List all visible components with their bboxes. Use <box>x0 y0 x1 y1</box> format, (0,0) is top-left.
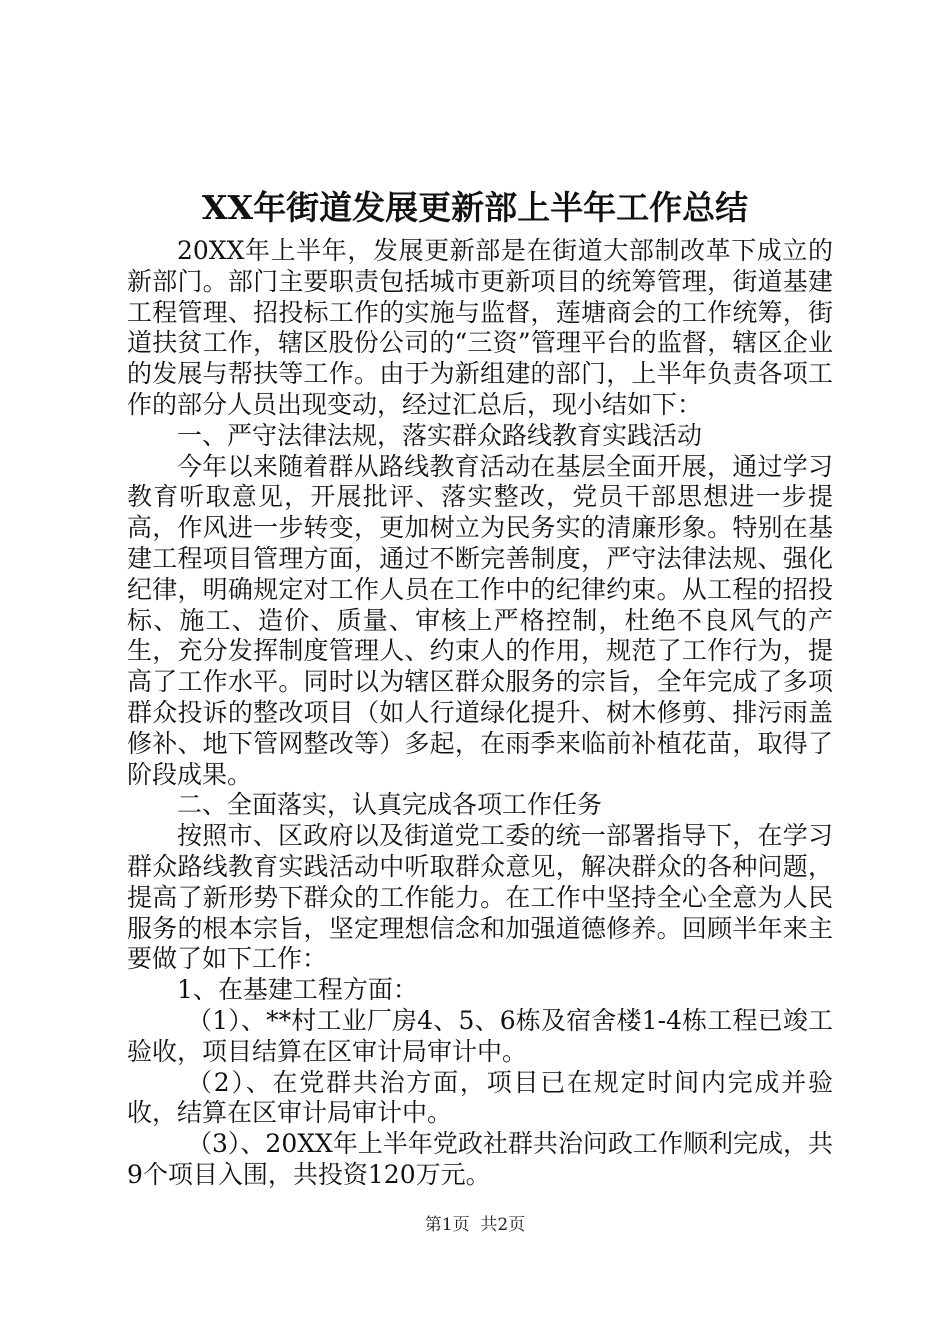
intro-paragraph: 20XX年上半年，发展更新部是在街道大部制改革下成立的新部门。部门主要职责包括城市更新项目的统筹管理，街道基建工程管理、招投标工作的实施与监督，莲塘商会的工作统筹，街道扶贫工作，辖区股份公司的“三资”管理平台的监督，辖区企业的发展与帮扶等工作。由于为新组建的部门，上半年负责各项工作的部分人员出现变动，经过汇总后，现小结如下： <box>127 236 833 419</box>
page-footer <box>0 1214 950 1236</box>
section-heading-1: 一、严守法律法规，落实群众路线教育实践活动 <box>177 420 703 450</box>
section-2-paragraph: 按照市、区政府以及街道党工委的统一部署指导下，在学习群众路线教育实践活动中听取群众意见，解决群众的各种问题，提高了新形势下群众的工作能力。在工作中坚持全心全意为人民服务的根本宗旨，坚定理想信念和加强道德修养。回顾半年来主要做了如下工作： <box>127 821 833 974</box>
subsection-heading-1: 1、在基建工程方面： <box>177 975 418 1005</box>
list-item-2: （2）、在党群共治方面，项目已在规定时间内完成并验收，结算在区审计局审计中。 <box>127 1067 833 1128</box>
section-heading-2: 二、全面落实，认真完成各项工作任务 <box>177 790 603 820</box>
list-item-3: （3）、20XX年上半年党政社群共治问政工作顺利完成，共9个项目入围，共投资120万元。 <box>127 1129 833 1189</box>
section-1-paragraph: 今年以来随着群从路线教育活动在基层全面开展，通过学习教育听取意见，开展批评、落实整改，党员干部思想进一步提高，作风进一步转变，更加树立为民务实的清廉形象。特别在基建工程项目管理方面，通过不断完善制度，严守法律法规、强化纪律，明确规定对工作人员在工作中的纪律约束。从工程的招投标、施工、造价、质量、审核上严格控制，杜绝不良风气的产生，充分发挥制度管理人、约束人的作用，规范了工作行为，提高了工作水平。同时以为辖区群众服务的宗旨，全年完成了多项群众投诉的整改项目（如人行道绿化提升、树木修剪、排污雨盖修补、地下管网整改等）多起，在雨季来临前补植花苗，取得了阶段成果。 <box>127 451 833 789</box>
document-body <box>127 236 833 1191</box>
document-title: XX年街道发展更新部上半年工作总结 <box>201 188 749 227</box>
page-number: 第1页 <box>424 1215 470 1235</box>
list-item-1: （1）、**村工业厂房4、5、6栋及宿舍楼1-4栋工程已竣工验收，项目结算在区审计局审计中。 <box>127 1005 833 1066</box>
page-total: 共2页 <box>480 1215 526 1235</box>
